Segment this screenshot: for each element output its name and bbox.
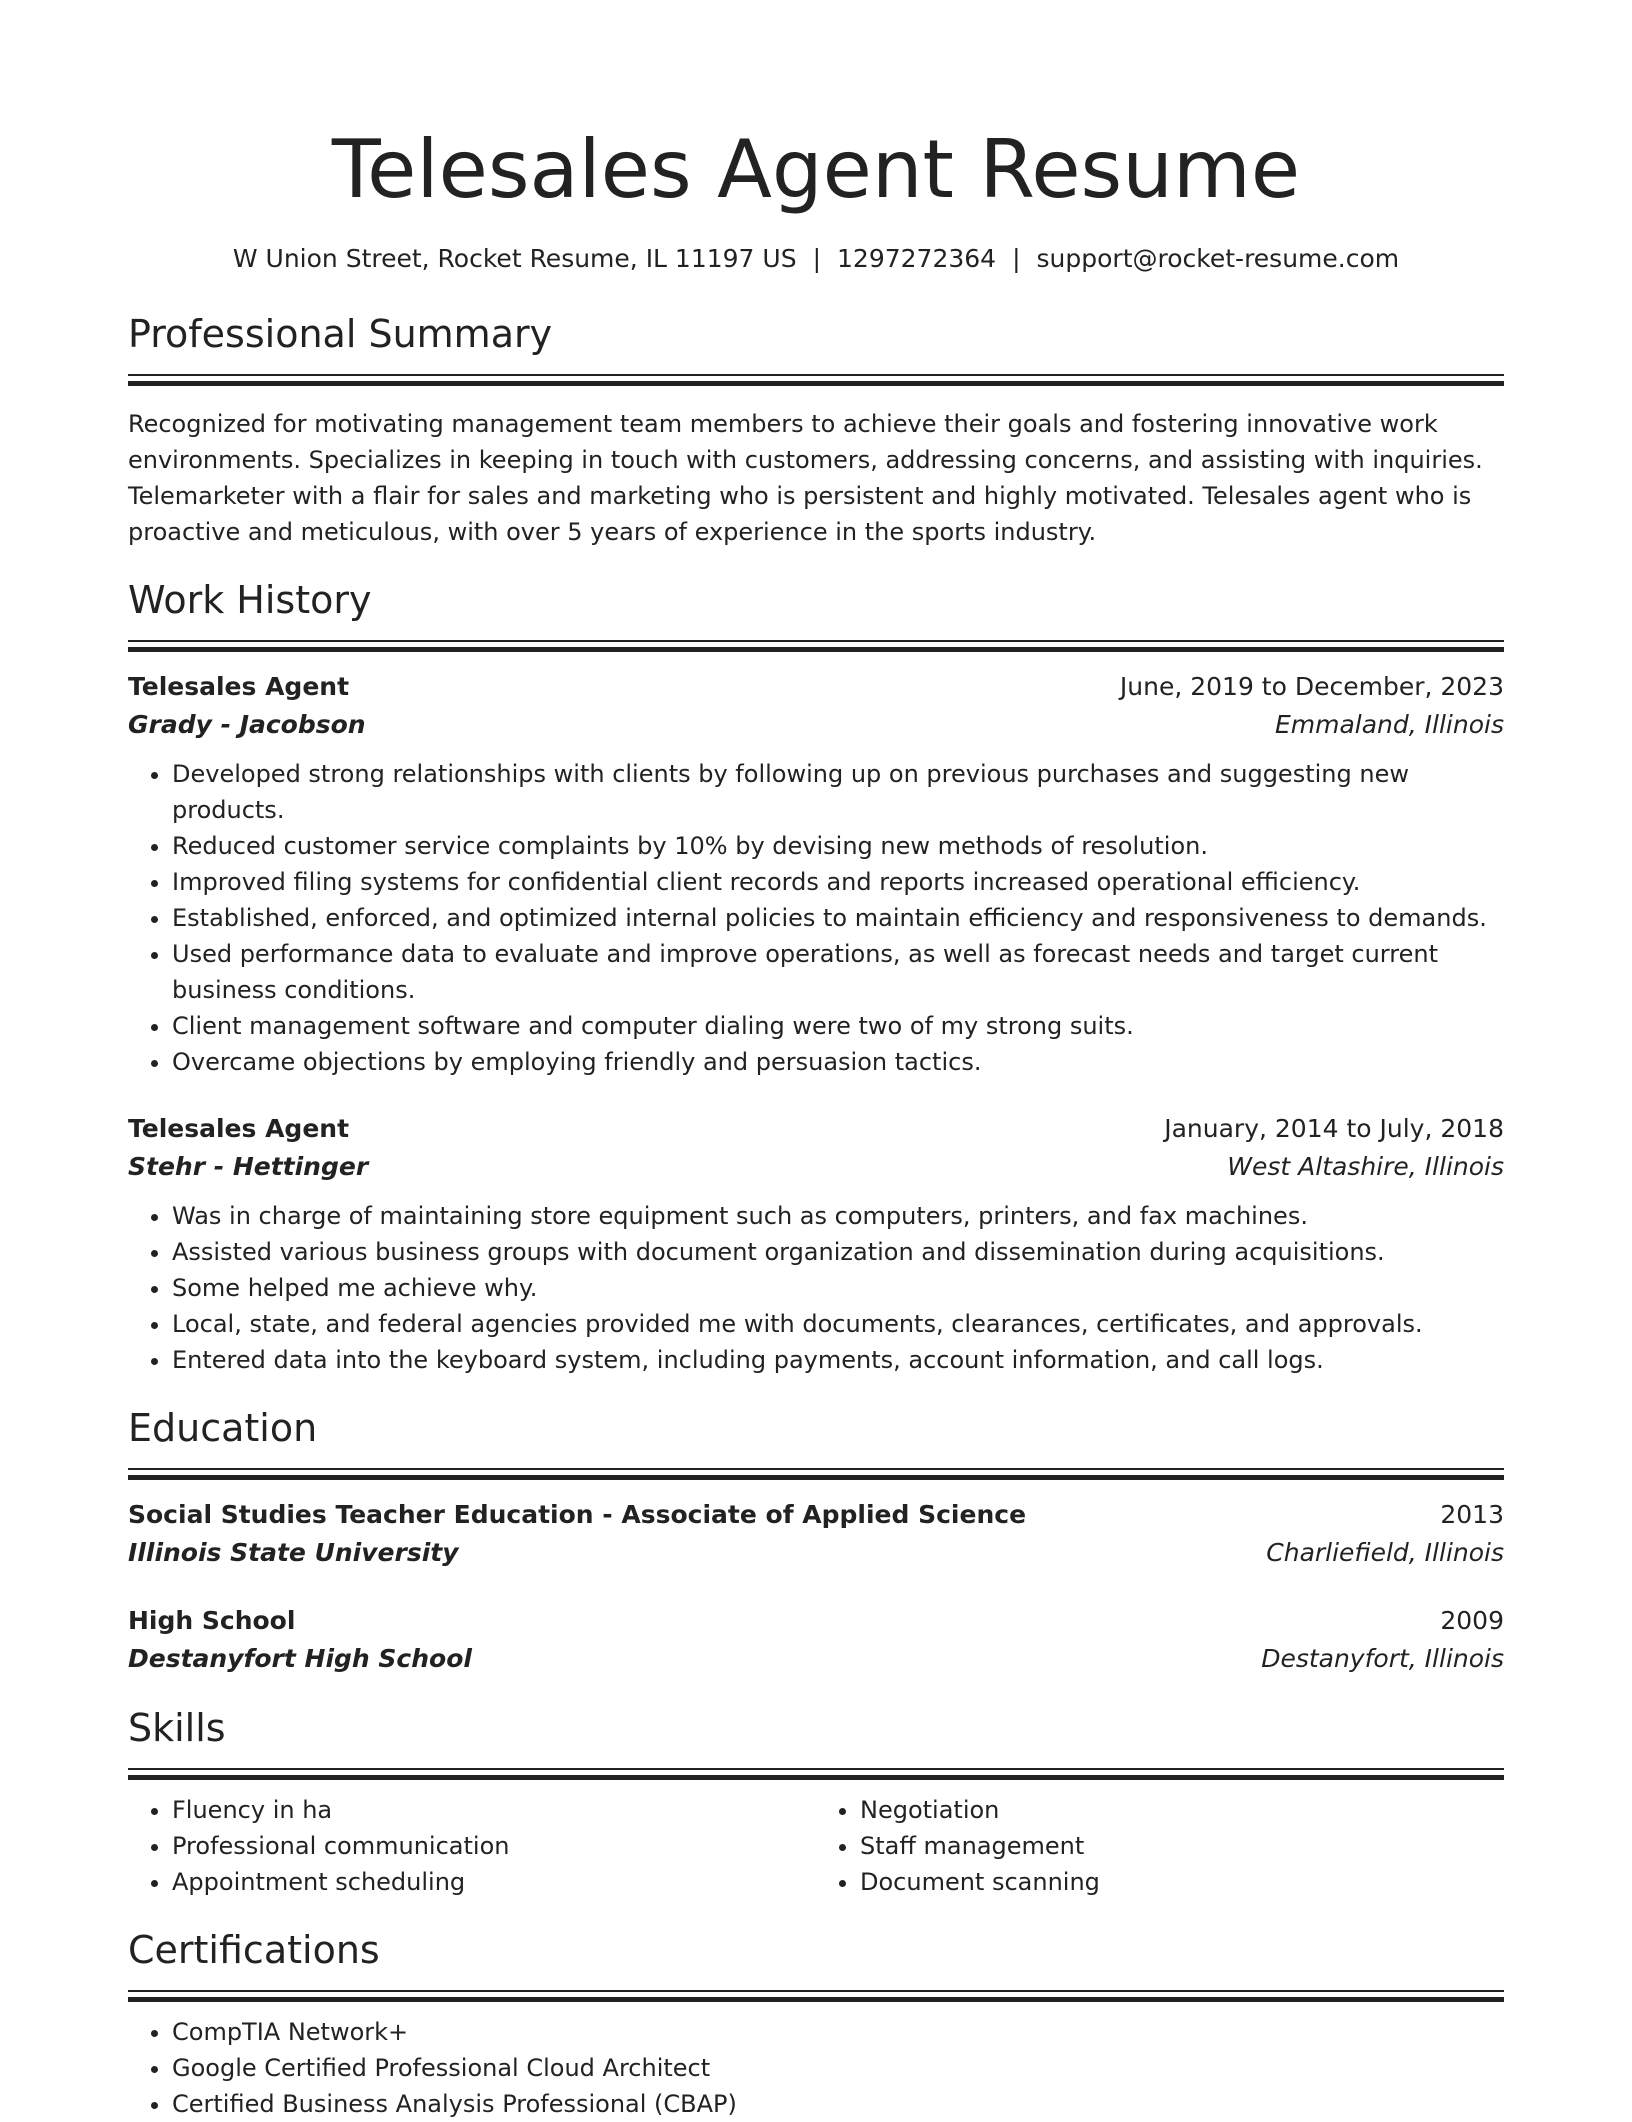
section-divider bbox=[128, 374, 1504, 384]
list-item: • CompTIA Network+ bbox=[172, 2014, 1504, 2050]
list-item: • Negotiation bbox=[860, 1792, 1504, 1828]
certifications-block bbox=[128, 2014, 1504, 2122]
job-dates: June, 2019 to December, 2023 bbox=[1119, 672, 1504, 701]
list-item: • Entered data into the keyboard system, including payments, account information, and call logs. bbox=[172, 1342, 1504, 1378]
section-heading-summary: Professional Summary bbox=[128, 312, 553, 356]
section-divider bbox=[128, 1468, 1504, 1478]
list-item: • Certified Business Analysis Professional (CBAP) bbox=[172, 2086, 1504, 2122]
summary-text: Recognized for motivating management team members to achieve their goals and fostering innovative work environments. Specializes in keeping in touch with customers, addressing concerns, and assisting with inquiries. Telemarketer with a flair for sales and marketing who is persistent and highly motivated. Telesales agent who is proactive and meticulous, with over 5 years of experience in the sports industry. bbox=[128, 410, 1483, 546]
contact-separator: | bbox=[1012, 244, 1021, 273]
resume-page bbox=[128, 0, 1504, 2122]
section-heading-skills: Skills bbox=[128, 1706, 226, 1750]
education-header-row bbox=[128, 1496, 1504, 1534]
job-title: Telesales Agent bbox=[128, 1114, 350, 1143]
job-company-row bbox=[128, 706, 1504, 744]
list-item: • Fluency in ha bbox=[172, 1792, 816, 1828]
section-heading-education: Education bbox=[128, 1406, 318, 1450]
contact-line bbox=[128, 242, 1504, 276]
education-school: Destanyfort High School bbox=[128, 1644, 472, 1673]
education-header-row bbox=[128, 1602, 1504, 1640]
education-school-row bbox=[128, 1534, 1504, 1572]
job-header-row bbox=[128, 1110, 1504, 1148]
list-item: • Appointment scheduling bbox=[172, 1864, 816, 1900]
resume-title: Telesales Agent Resume bbox=[331, 123, 1301, 216]
list-item: • Professional communication bbox=[172, 1828, 816, 1864]
skills-list-left bbox=[128, 1792, 816, 1900]
job-company: Grady - Jacobson bbox=[128, 710, 366, 739]
job-location: Emmaland, Illinois bbox=[1274, 710, 1504, 739]
education-degree: High School bbox=[128, 1606, 296, 1635]
education-school-row bbox=[128, 1640, 1504, 1678]
skills-columns bbox=[128, 1792, 1504, 1900]
list-item: • Document scanning bbox=[860, 1864, 1504, 1900]
education-location: Destanyfort, Illinois bbox=[1261, 1644, 1504, 1673]
list-item: • Staff management bbox=[860, 1828, 1504, 1864]
list-item: • Used performance data to evaluate and improve operations, as well as forecast needs and target current business conditions. bbox=[172, 936, 1504, 1008]
section-divider bbox=[128, 640, 1504, 650]
skills-list-right bbox=[816, 1792, 1504, 1900]
job-title: Telesales Agent bbox=[128, 672, 350, 701]
list-item: • Assisted various business groups with document organization and dissemination during acquisitions. bbox=[172, 1234, 1504, 1270]
section-heading-work-history: Work History bbox=[128, 578, 372, 622]
job-location: West Altashire, Illinois bbox=[1227, 1152, 1504, 1181]
education-entry bbox=[128, 1602, 1504, 1678]
job-bullet-list bbox=[128, 756, 1504, 1080]
contact-email[interactable]: support@rocket-resume.com bbox=[1036, 244, 1400, 273]
job-company: Stehr - Hettinger bbox=[128, 1152, 369, 1181]
section-heading-certifications: Certifications bbox=[128, 1928, 380, 1972]
contact-phone[interactable]: 1297272364 bbox=[837, 244, 997, 273]
section-divider bbox=[128, 1990, 1504, 2000]
job-entry bbox=[128, 668, 1504, 1080]
list-item: • Improved filing systems for confidential client records and reports increased operational efficiency. bbox=[172, 864, 1504, 900]
contact-separator: | bbox=[812, 244, 822, 273]
job-entry bbox=[128, 1110, 1504, 1378]
job-company-row bbox=[128, 1148, 1504, 1186]
education-school: Illinois State University bbox=[128, 1538, 459, 1567]
list-item: • Was in charge of maintaining store equipment such as computers, printers, and fax machines. bbox=[172, 1198, 1504, 1234]
certifications-list bbox=[128, 2014, 1504, 2122]
contact-address: W Union Street, Rocket Resume, IL 11197 US bbox=[232, 244, 797, 273]
education-year: 2013 bbox=[1440, 1500, 1504, 1529]
job-bullet-list bbox=[128, 1198, 1504, 1378]
list-item: • Local, state, and federal agencies provided me with documents, clearances, certificates, and approvals. bbox=[172, 1306, 1504, 1342]
education-year: 2009 bbox=[1440, 1606, 1504, 1635]
section-divider bbox=[128, 1768, 1504, 1778]
list-item: • Established, enforced, and optimized internal policies to maintain efficiency and responsiveness to demands. bbox=[172, 900, 1504, 936]
list-item: • Client management software and computer dialing were two of my strong suits. bbox=[172, 1008, 1504, 1044]
education-location: Charliefield, Illinois bbox=[1266, 1538, 1504, 1567]
education-entry bbox=[128, 1496, 1504, 1572]
job-dates: January, 2014 to July, 2018 bbox=[1164, 1114, 1504, 1143]
list-item: • Google Certified Professional Cloud Architect bbox=[172, 2050, 1504, 2086]
list-item: • Some helped me achieve why. bbox=[172, 1270, 1504, 1306]
list-item: • Developed strong relationships with clients by following up on previous purchases and suggesting new products. bbox=[172, 756, 1504, 828]
job-header-row bbox=[128, 668, 1504, 706]
list-item: • Reduced customer service complaints by 10% by devising new methods of resolution. bbox=[172, 828, 1504, 864]
list-item: • Overcame objections by employing friendly and persuasion tactics. bbox=[172, 1044, 1504, 1080]
education-degree: Social Studies Teacher Education - Associate of Applied Science bbox=[128, 1500, 1027, 1529]
